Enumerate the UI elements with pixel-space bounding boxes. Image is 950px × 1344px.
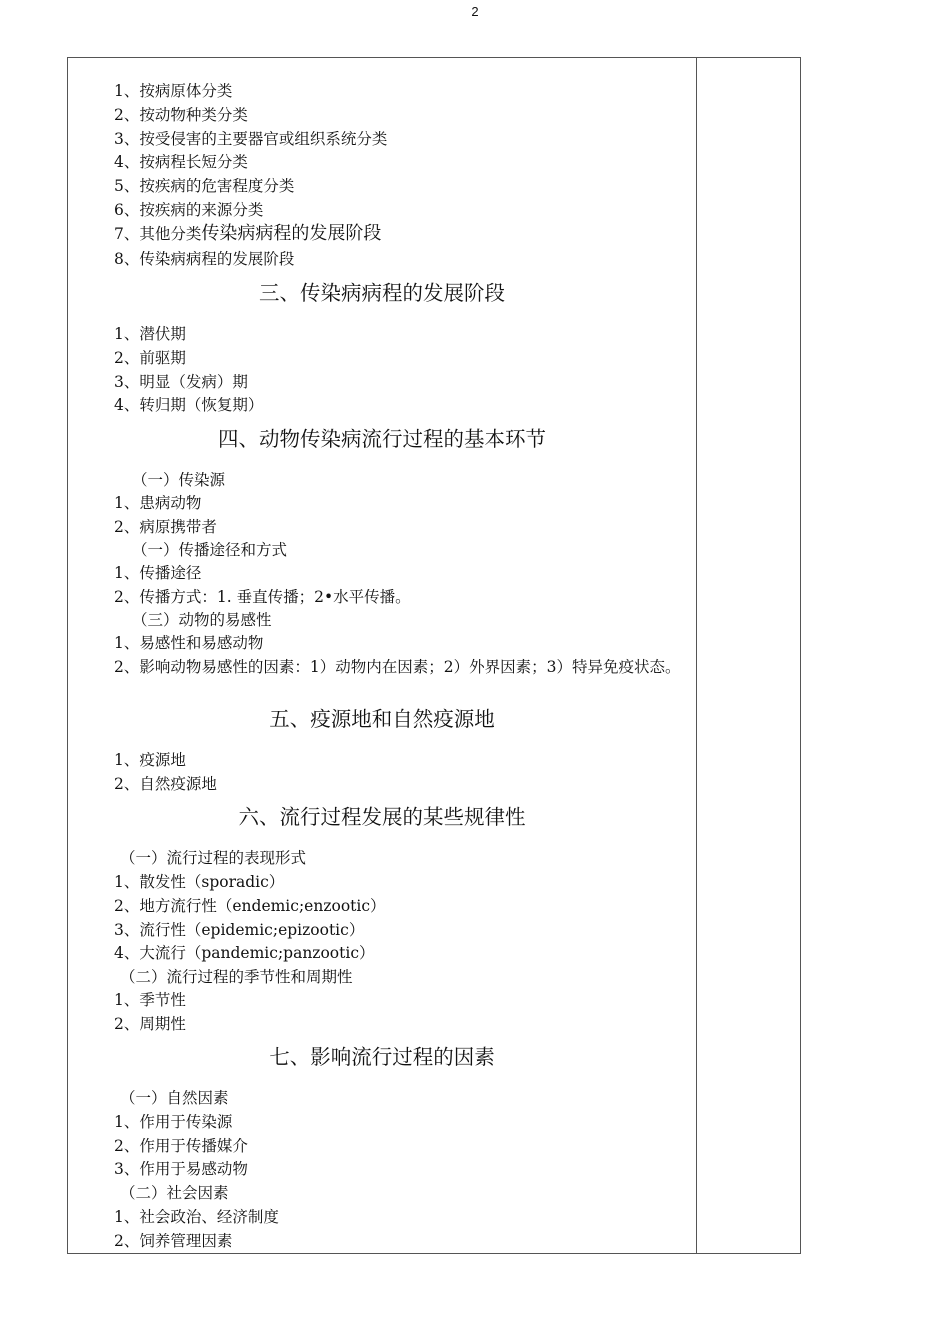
list-item: 2、传播方式：1. 垂直传播；2•水平传播。 xyxy=(114,588,411,606)
list-item: 2、地方流行性（endemic;enzootic） xyxy=(114,897,386,915)
list-item-large-text: 传染病病程的发展阶段 xyxy=(201,223,382,244)
list-item: 3、明显（发病）期 xyxy=(114,373,248,391)
section-heading: 四、动物传染病流行过程的基本环节 xyxy=(218,427,546,451)
list-item: 2、按动物种类分类 xyxy=(114,106,248,124)
list-item: 1、易感性和易感动物 xyxy=(114,634,264,652)
list-item: 4、大流行（pandemic;panzootic） xyxy=(114,944,375,962)
list-item: 3、按受侵害的主要器官或组织系统分类 xyxy=(114,130,388,148)
subsection-heading: （一）流行过程的表现形式 xyxy=(120,849,307,867)
list-item: 2、作用于传播媒介 xyxy=(114,1137,248,1155)
list-item: 5、按疾病的危害程度分类 xyxy=(114,177,295,195)
list-item: 1、季节性 xyxy=(114,991,186,1009)
section-heading: 三、传染病病程的发展阶段 xyxy=(259,281,505,305)
list-item: 1、患病动物 xyxy=(114,494,202,512)
list-item: 4、转归期（恢复期） xyxy=(114,396,264,414)
list-item: 8、传染病病程的发展阶段 xyxy=(114,250,295,268)
list-item: 2、周期性 xyxy=(114,1015,186,1033)
list-item: 2、病原携带者 xyxy=(114,518,217,536)
list-item: 1、潜伏期 xyxy=(114,325,186,343)
list-item: 1、疫源地 xyxy=(114,751,186,769)
list-item: 4、按病程长短分类 xyxy=(114,153,248,171)
list-item: 2、自然疫源地 xyxy=(114,775,217,793)
list-item: 1、作用于传染源 xyxy=(114,1113,233,1131)
list-item: 1、社会政治、经济制度 xyxy=(114,1208,279,1226)
column-divider xyxy=(696,57,697,1254)
list-item-prefix: 7、其他分类 xyxy=(114,225,202,243)
subsection-heading: （二）社会因素 xyxy=(120,1184,229,1202)
page-number: 2 xyxy=(471,4,479,19)
section-heading: 七、影响流行过程的因素 xyxy=(269,1045,495,1069)
list-item: 2、前驱期 xyxy=(114,349,186,367)
list-item: 6、按疾病的来源分类 xyxy=(114,201,264,219)
subsection-heading: （二）流行过程的季节性和周期性 xyxy=(120,968,353,986)
list-item: 1、传播途径 xyxy=(114,564,202,582)
list-item: 3、作用于易感动物 xyxy=(114,1160,248,1178)
paragraph: 2、影响动物易感性的因素：1）动物内在因素；2）外界因素；3）特异免疫状态。 xyxy=(114,658,681,676)
subsection-heading: （一）自然因素 xyxy=(120,1089,229,1107)
subsection-heading: （一）传播途径和方式 xyxy=(132,541,288,559)
list-item: 1、按病原体分类 xyxy=(114,82,233,100)
list-item: 2、饲养管理因素 xyxy=(114,1232,233,1250)
subsection-heading: （三）动物的易感性 xyxy=(132,611,272,629)
list-item: 3、流行性（epidemic;epizootic） xyxy=(114,921,365,939)
section-heading: 五、疫源地和自然疫源地 xyxy=(269,707,495,731)
list-item: 1、散发性（sporadic） xyxy=(114,873,285,891)
section-heading: 六、流行过程发展的某些规律性 xyxy=(238,805,526,829)
subsection-heading: （一）传染源 xyxy=(132,471,226,489)
list-item xyxy=(114,224,381,244)
